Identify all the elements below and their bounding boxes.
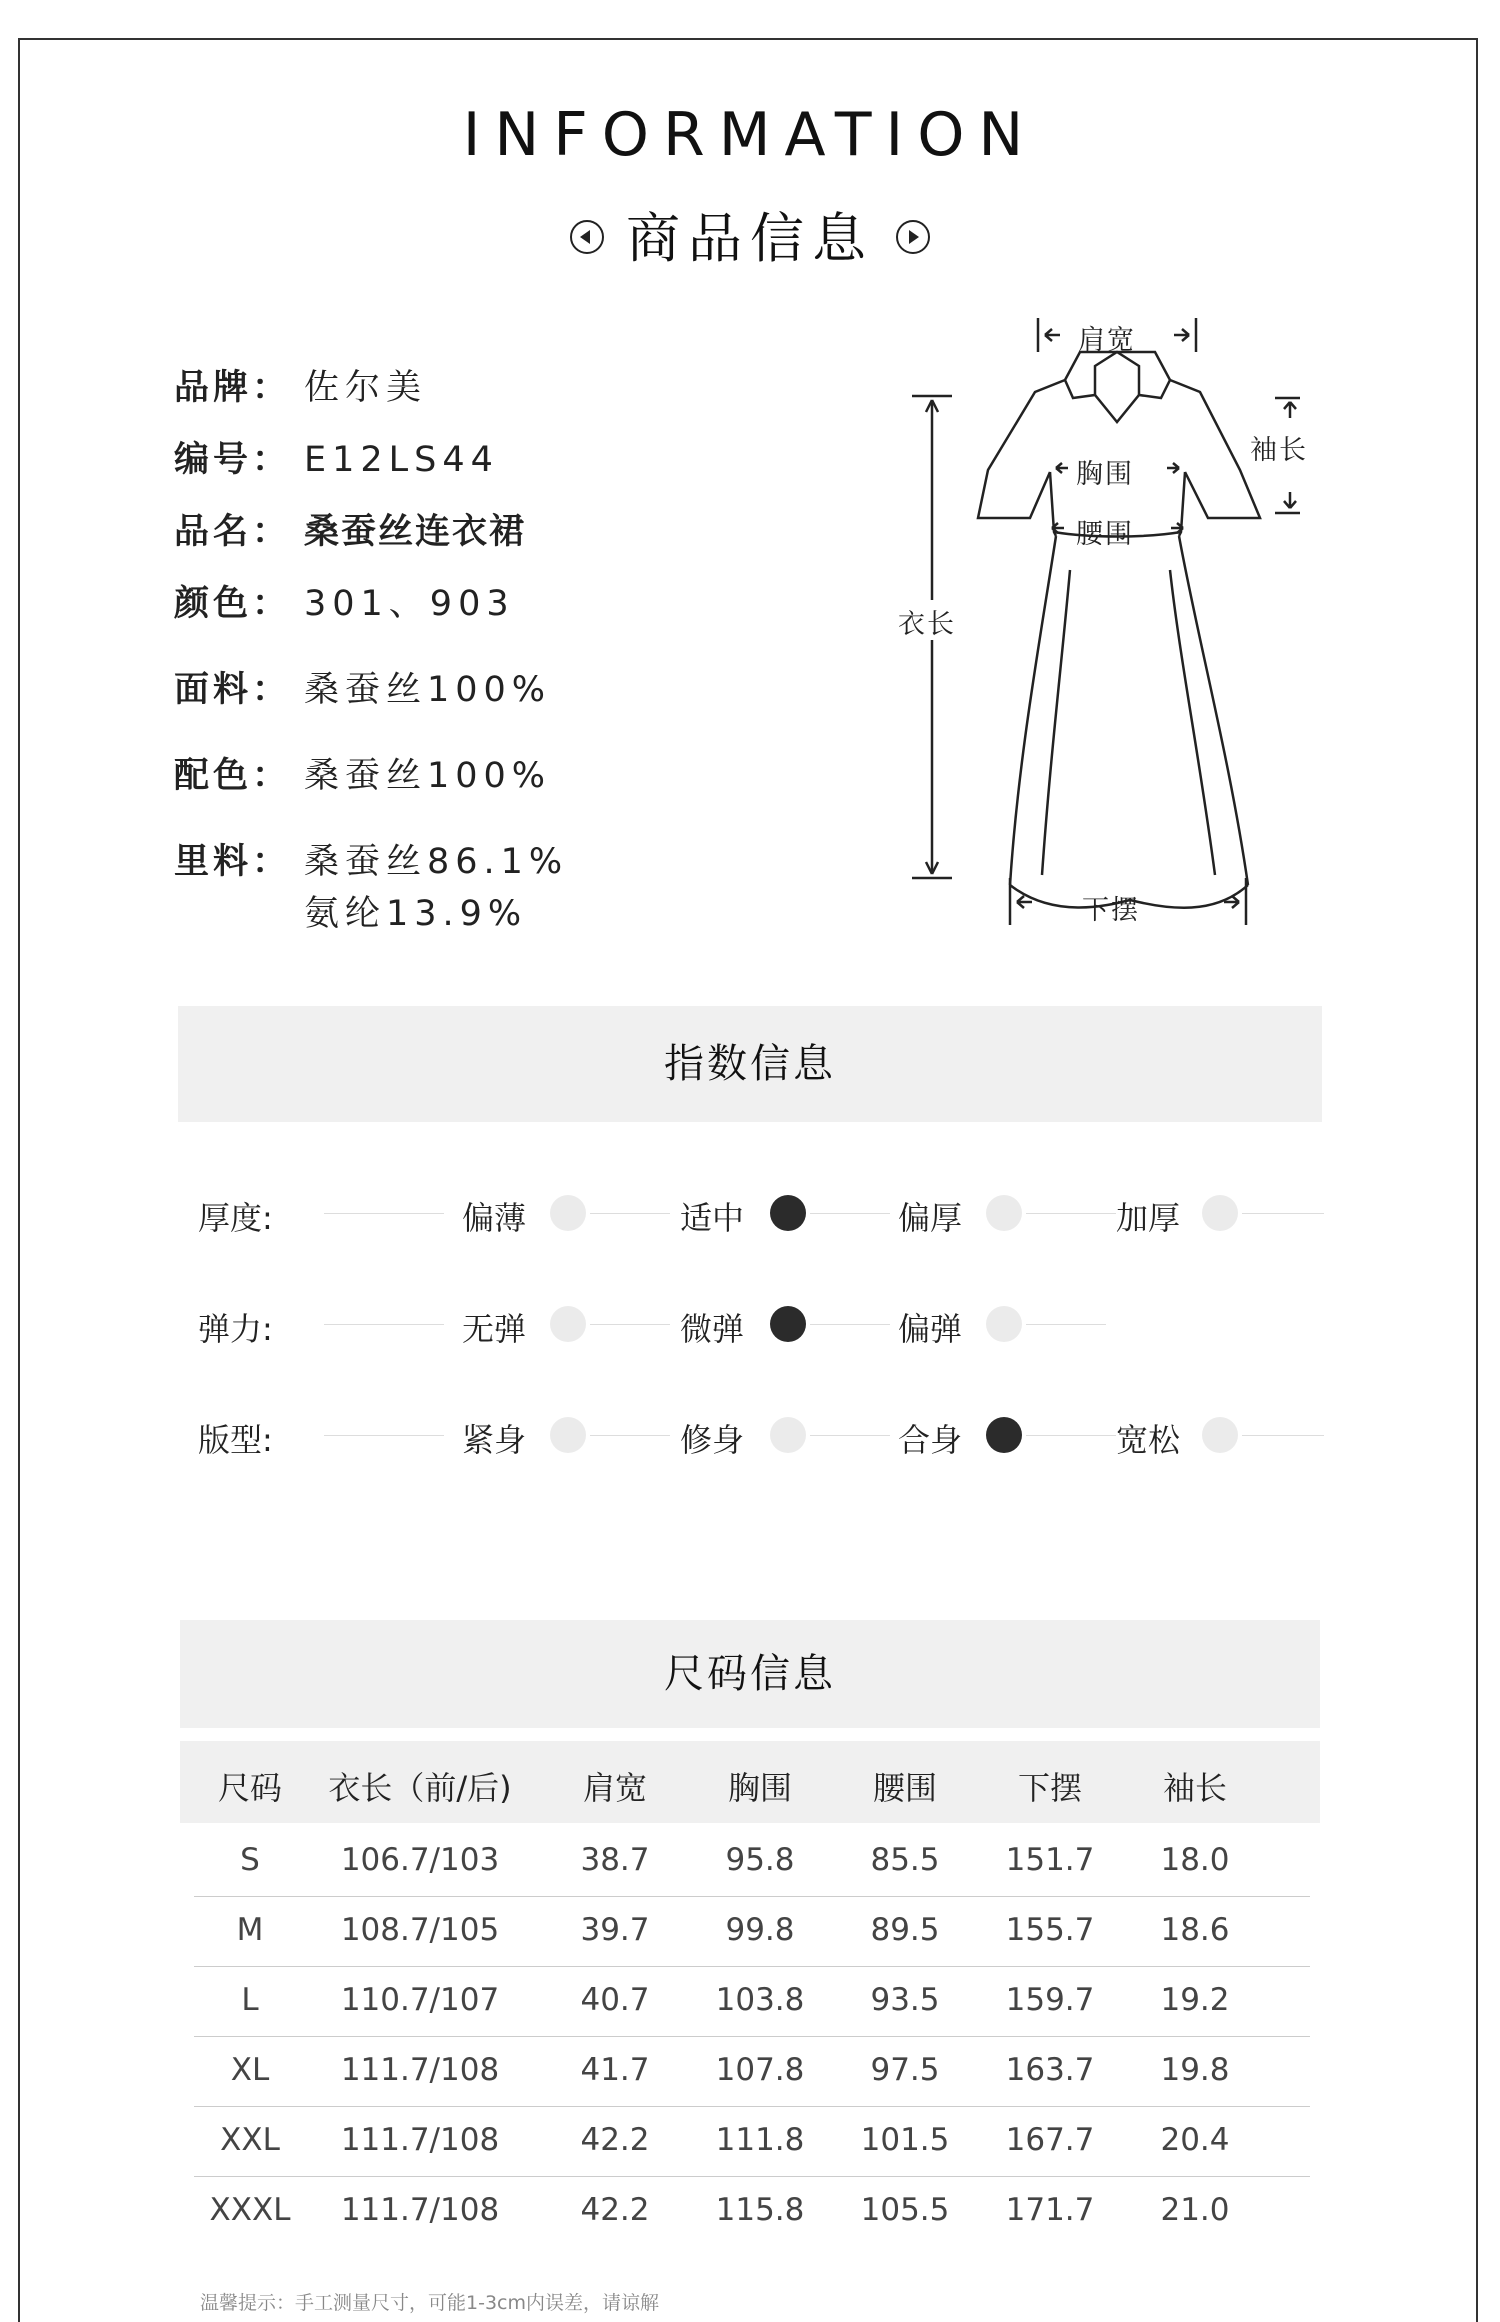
table-cell: 93.5	[870, 1982, 940, 2018]
option-label: 偏弹	[898, 1310, 963, 1348]
table-cell: 42.2	[580, 2122, 650, 2158]
index-row-label: 版型:	[198, 1421, 273, 1459]
info-row-color	[174, 576, 515, 626]
table-cell: 115.8	[715, 2192, 805, 2228]
table-cell: 19.8	[1160, 2052, 1230, 2088]
table-cell: 99.8	[725, 1912, 795, 1948]
option-dot	[1202, 1417, 1238, 1453]
info-key: 配色：	[174, 756, 292, 796]
table-cell: 105.5	[860, 2192, 950, 2228]
option-label: 宽松	[1116, 1421, 1181, 1459]
label-hem: 下摆	[1082, 895, 1140, 926]
size-row-xl	[194, 2036, 1310, 2107]
info-key: 品牌：	[174, 368, 292, 408]
option-label: 适中	[680, 1199, 745, 1237]
option-dot	[986, 1195, 1022, 1231]
table-cell: XXL	[220, 2122, 280, 2158]
table-cell: 167.7	[1005, 2122, 1095, 2158]
info-row-fabric	[174, 662, 551, 712]
size-row-m	[194, 1896, 1310, 1967]
index-divider	[1026, 1324, 1106, 1325]
table-cell: 163.7	[1005, 2052, 1095, 2088]
table-cell: XL	[230, 2052, 270, 2088]
table-cell: 97.5	[870, 2052, 940, 2088]
option-label: 偏厚	[898, 1199, 963, 1237]
option-label: 偏薄	[462, 1199, 527, 1237]
size-note: 温馨提示：手工测量尺寸，可能1-3cm内误差，请谅解	[200, 2292, 659, 2314]
option-label: 无弹	[462, 1310, 527, 1348]
size-row-xxxl	[194, 2176, 1310, 2246]
info-value: 氨纶13.9%	[304, 894, 528, 934]
index-divider	[324, 1324, 444, 1325]
column-header: 下摆	[1017, 1769, 1082, 1807]
info-key: 面料：	[174, 670, 292, 710]
info-row-trim	[174, 748, 551, 798]
table-cell: 108.7/105	[340, 1912, 500, 1948]
table-cell: 111.7/108	[340, 2192, 500, 2228]
info-value: 佐尔美	[304, 368, 428, 408]
index-row-thickness	[0, 1183, 1500, 1243]
info-row-brand	[174, 360, 427, 410]
size-row-xxl	[194, 2106, 1310, 2177]
info-value: 桑蚕丝100%	[304, 756, 552, 796]
label-shoulder: 肩宽	[1078, 325, 1136, 356]
label-chest: 胸围	[1076, 459, 1134, 490]
option-dot	[550, 1417, 586, 1453]
index-divider	[324, 1213, 444, 1214]
table-cell: 103.8	[715, 1982, 805, 2018]
size-row-l	[194, 1966, 1310, 2037]
dress-diagram	[880, 300, 1308, 960]
table-cell: 111.7/108	[340, 2052, 500, 2088]
info-row-lining-2	[304, 886, 527, 936]
info-key: 里料：	[174, 842, 292, 882]
size-table-header	[180, 1741, 1320, 1823]
title-chinese-text: 商品信息	[626, 207, 874, 270]
label-length: 衣长	[898, 609, 956, 640]
table-cell: 40.7	[580, 1982, 650, 2018]
table-cell: 89.5	[870, 1912, 940, 1948]
table-cell: 39.7	[580, 1912, 650, 1948]
table-cell: 21.0	[1160, 2192, 1230, 2228]
table-cell: M	[236, 1912, 264, 1948]
table-cell: 38.7	[580, 1842, 650, 1878]
option-label: 紧身	[462, 1421, 527, 1459]
table-cell: 110.7/107	[340, 1982, 500, 2018]
title-english: INFORMATION	[462, 100, 1038, 170]
option-label: 合身	[898, 1421, 963, 1459]
option-dot	[770, 1417, 806, 1453]
right-arrow-icon	[896, 220, 930, 254]
index-row-elasticity	[0, 1294, 1500, 1354]
option-dot-selected	[770, 1306, 806, 1342]
index-row-fit	[0, 1405, 1500, 1465]
index-row-label: 弹力:	[198, 1310, 273, 1348]
column-header: 腰围	[872, 1769, 937, 1807]
index-divider	[324, 1435, 444, 1436]
left-arrow-icon	[570, 220, 604, 254]
index-row-label: 厚度:	[198, 1199, 273, 1237]
index-divider	[590, 1324, 670, 1325]
table-cell: 20.4	[1160, 2122, 1230, 2158]
option-dot	[550, 1195, 586, 1231]
table-cell: 106.7/103	[340, 1842, 500, 1878]
table-cell: 151.7	[1005, 1842, 1095, 1878]
size-section-header: 尺码信息	[180, 1620, 1320, 1728]
table-cell: 107.8	[715, 2052, 805, 2088]
table-cell: 159.7	[1005, 1982, 1095, 2018]
option-dot-selected	[986, 1417, 1022, 1453]
column-header: 尺码	[217, 1769, 282, 1807]
index-divider	[1026, 1213, 1116, 1214]
column-header: 肩宽	[582, 1769, 647, 1807]
info-row-code	[174, 432, 499, 482]
index-divider	[1026, 1435, 1116, 1436]
info-row-name	[174, 504, 526, 554]
index-divider	[1242, 1435, 1324, 1436]
option-dot	[986, 1306, 1022, 1342]
info-key: 颜色：	[174, 584, 292, 624]
column-header: 胸围	[727, 1769, 792, 1807]
table-cell: 42.2	[580, 2192, 650, 2228]
info-key: 编号：	[174, 440, 292, 480]
index-divider	[1242, 1213, 1324, 1214]
column-header: 袖长	[1162, 1769, 1227, 1807]
info-value: 桑蚕丝86.1%	[304, 842, 569, 882]
title-chinese	[0, 196, 1500, 273]
table-cell: 111.7/108	[340, 2122, 500, 2158]
table-cell: 171.7	[1005, 2192, 1095, 2228]
info-value: 桑蚕丝100%	[304, 670, 552, 710]
option-label: 加厚	[1116, 1199, 1181, 1237]
table-cell: 111.8	[715, 2122, 805, 2158]
table-cell: XXXL	[209, 2192, 291, 2228]
info-value: 桑蚕丝连衣裙	[304, 512, 527, 552]
info-value: 301、903	[304, 584, 515, 624]
option-label: 修身	[680, 1421, 745, 1459]
info-value: E12LS44	[304, 440, 499, 480]
table-cell: S	[240, 1842, 260, 1878]
table-cell: 101.5	[860, 2122, 950, 2158]
index-section-header: 指数信息	[178, 1006, 1322, 1122]
table-cell: 18.6	[1160, 1912, 1230, 1948]
table-cell: 155.7	[1005, 1912, 1095, 1948]
table-cell: 18.0	[1160, 1842, 1230, 1878]
index-divider	[810, 1213, 890, 1214]
option-dot	[1202, 1195, 1238, 1231]
info-key: 品名：	[174, 512, 292, 552]
index-divider	[810, 1435, 890, 1436]
option-dot	[550, 1306, 586, 1342]
table-cell: L	[241, 1982, 259, 2018]
table-cell: 41.7	[580, 2052, 650, 2088]
table-cell: 85.5	[870, 1842, 940, 1878]
column-header: 衣长（前/后)	[328, 1769, 512, 1807]
table-cell: 19.2	[1160, 1982, 1230, 2018]
index-divider	[810, 1324, 890, 1325]
option-label: 微弹	[680, 1310, 745, 1348]
option-dot-selected	[770, 1195, 806, 1231]
size-row-s	[194, 1826, 1310, 1897]
label-waist: 腰围	[1076, 519, 1134, 550]
label-sleeve: 袖长	[1250, 435, 1308, 466]
table-cell: 95.8	[725, 1842, 795, 1878]
index-divider	[590, 1213, 670, 1214]
index-divider	[590, 1435, 670, 1436]
info-row-lining	[174, 834, 568, 884]
